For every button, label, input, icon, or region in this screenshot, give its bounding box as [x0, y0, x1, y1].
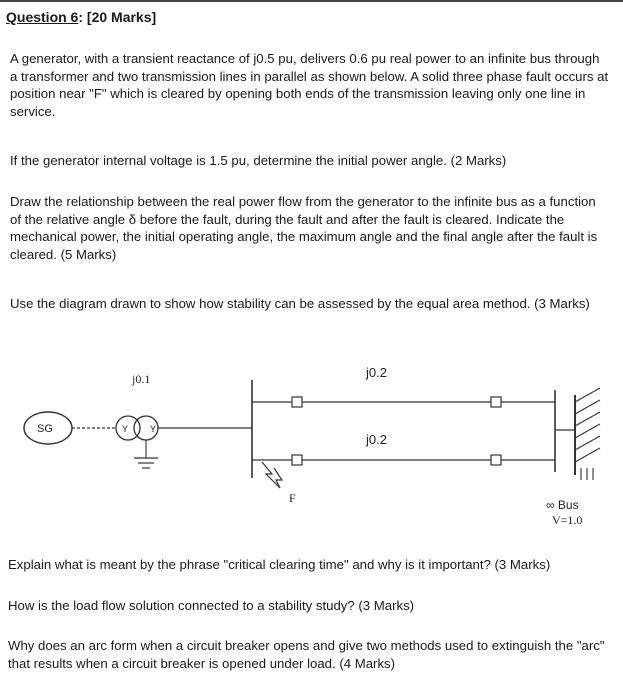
- line-2-reactance-label: j0.2: [366, 432, 387, 447]
- part-e-paragraph: How is the load flow solution connected to a stability study? (3 Marks): [8, 598, 415, 613]
- page-top-border: [0, 0, 623, 2]
- intro-paragraph: A generator, with a transient reactance of j0.5 pu, delivers 0.6 pu real power to an infinite bus through a transformer and two transmission lines in parallel as shown below. A solid three phase fault occurs at position near "F" which is cleared by opening both ends of the transmission leaving only one line in service.: [10, 51, 609, 119]
- infinite-bus-voltage: V=1.0: [552, 513, 583, 527]
- part-c-paragraph: Use the diagram drawn to show how stability can be assessed by the equal area method. (3 Marks): [10, 296, 590, 311]
- part-a-paragraph: If the generator internal voltage is 1.5 pu, determine the initial power angle. (2 Marks): [10, 153, 507, 168]
- question-number: Question 6: [6, 9, 79, 25]
- fault-label: F: [289, 491, 296, 505]
- line-1-breaker-send: [292, 397, 302, 407]
- part-b-paragraph: Draw the relationship between the real power flow from the generator to the infinite bus as a function of the relative angle δ before the fault, during the fault and after the fault is cleared. Indicate the mechanical power, the initial operating angle, the maximum angle and the final angle after the fault is cleared. (5 Marks): [10, 194, 598, 262]
- transformer-winding-2-label: Y: [150, 424, 157, 434]
- transformer-winding-1-label: Y: [122, 424, 129, 434]
- line-2-breaker-send: [292, 455, 302, 465]
- line-2-breaker-receive: [491, 455, 501, 465]
- generator-label: SG: [37, 423, 53, 435]
- part-f-paragraph: Why does an arc form when a circuit breaker opens and give two methods used to extinguish the "arc" that results when a circuit breaker is opened under load. (4 Marks): [8, 638, 605, 671]
- line-1-breaker-receive: [491, 397, 501, 407]
- fault-symbol: [262, 462, 282, 488]
- line-1-reactance-label: j0.2: [366, 365, 387, 380]
- question-marks: : [20 Marks]: [78, 9, 157, 25]
- infinite-bus-label: ∞ Bus: [546, 498, 579, 512]
- part-d-paragraph: Explain what is meant by the phrase "critical clearing time" and why is it important? (3 Marks): [8, 557, 551, 572]
- infinite-bus-hatching: [575, 388, 600, 480]
- one-line-diagram: [0, 350, 623, 550]
- question-heading: [6, 9, 156, 25]
- transformer-reactance-label: j0.1: [132, 372, 151, 386]
